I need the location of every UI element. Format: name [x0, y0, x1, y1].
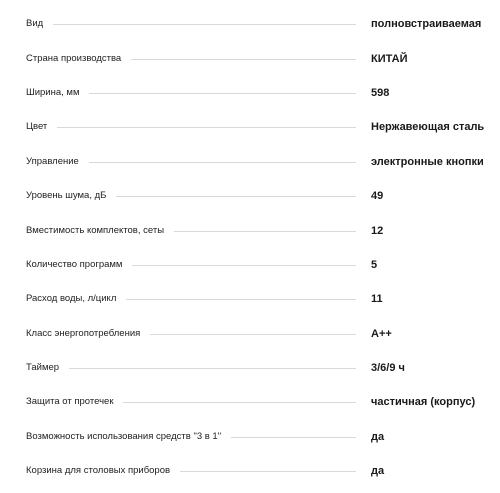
spec-label: Уровень шума, дБ: [26, 189, 116, 203]
spec-label: Вместимость комплектов, сеты: [26, 224, 174, 238]
spec-label: Ширина, мм: [26, 86, 89, 100]
spec-value: полновстраиваемая: [371, 18, 482, 31]
spec-value: да: [371, 465, 385, 478]
leader-line: [26, 127, 356, 128]
spec-label: Страна производства: [26, 52, 131, 66]
spec-row-capacity: [0, 213, 500, 247]
spec-label: Корзина для столовых приборов: [26, 464, 180, 478]
spec-label: Возможность использования средств "3 в 1": [26, 430, 231, 444]
spec-label: Вид: [26, 17, 53, 31]
spec-row-cutlery-basket: [0, 454, 500, 488]
spec-value: да: [371, 430, 385, 443]
spec-label: Класс энергопотребления: [26, 327, 150, 341]
spec-label: Таймер: [26, 361, 69, 375]
spec-row-energy: [0, 317, 500, 351]
spec-row-type: [0, 7, 500, 41]
spec-value: 598: [371, 86, 390, 99]
spec-label: Управление: [26, 155, 89, 169]
spec-row-color: [0, 110, 500, 144]
spec-row-country: [0, 41, 500, 75]
spec-label: Количество программ: [26, 258, 132, 272]
spec-row-3in1: [0, 420, 500, 454]
spec-row-programs: [0, 248, 500, 282]
spec-row-control: [0, 145, 500, 179]
spec-row-water: [0, 282, 500, 316]
spec-label: Расход воды, л/цикл: [26, 292, 126, 306]
spec-value: 11: [371, 293, 383, 306]
spec-value: 49: [371, 190, 384, 203]
spec-value: 5: [371, 258, 378, 271]
spec-row-timer: [0, 351, 500, 385]
spec-label: Цвет: [26, 120, 57, 134]
spec-value: Нержавеющая сталь: [371, 121, 485, 134]
leader-line: [26, 24, 356, 25]
spec-row-width: [0, 76, 500, 110]
spec-label: Защита от протечек: [26, 395, 123, 409]
spec-value: 12: [371, 224, 384, 237]
spec-table: [0, 7, 500, 488]
spec-row-noise: [0, 179, 500, 213]
spec-row-leak-protection: [0, 385, 500, 419]
spec-value: КИТАЙ: [371, 52, 408, 65]
leader-line: [26, 368, 356, 369]
spec-value: 3/6/9 ч: [371, 362, 405, 375]
spec-value: A++: [371, 327, 392, 340]
spec-value: частичная (корпус): [371, 396, 476, 409]
spec-value: электронные кнопки: [371, 155, 484, 168]
